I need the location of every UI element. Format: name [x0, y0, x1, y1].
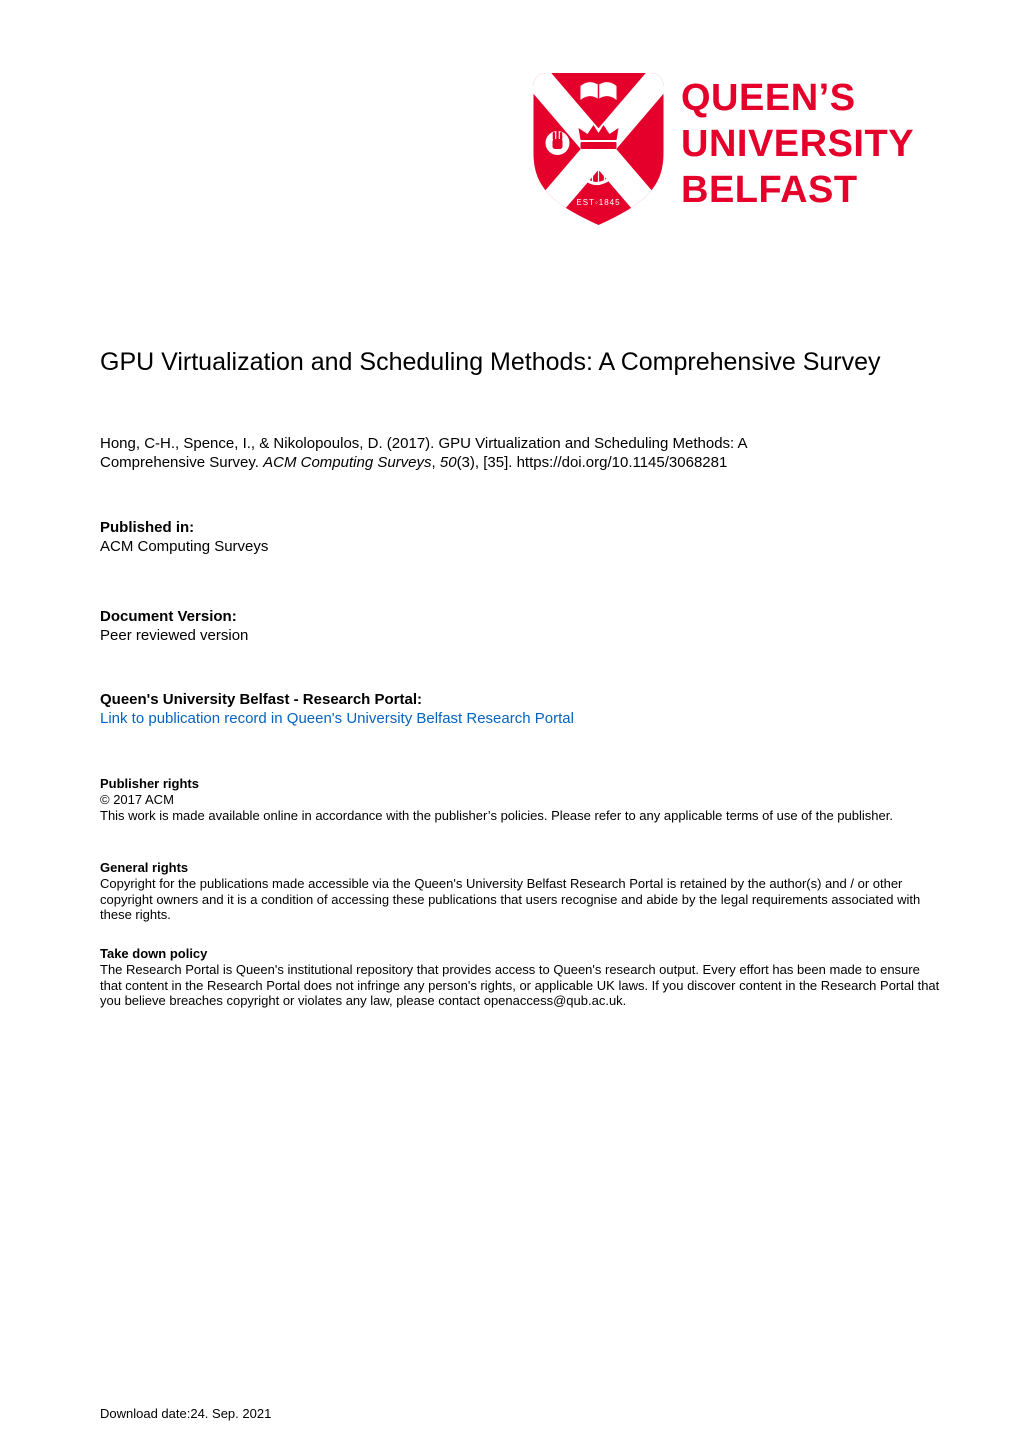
wordmark-line-3: BELFAST [681, 169, 858, 211]
take-down-policy-section [100, 946, 940, 1009]
published-in-value: ACM Computing Surveys [100, 538, 269, 555]
citation-authors: Hong, C-H., Spence, I., & Nikolopoulos, D. (2017). GPU Virtualization and Scheduling Methods: A Comprehensive Survey. [100, 435, 747, 471]
qub-logo [533, 73, 914, 225]
document-version-label: Document Version: [100, 608, 237, 625]
citation-separator: , [431, 454, 440, 471]
general-rights-body: Copyright for the publications made accessible via the Queen's University Belfast Research Portal is retained by the author(s) and / or other copyright owners and it is a condition of accessing these publications that users recognise and abide by the legal requirements associated with these rights. [100, 876, 921, 922]
publisher-rights-copyright: © 2017 ACM [100, 792, 174, 807]
document-version-section [100, 607, 940, 645]
publisher-rights-label: Publisher rights [100, 776, 199, 791]
document-version-value: Peer reviewed version [100, 627, 249, 644]
general-rights-section [100, 860, 940, 923]
publication-record-link[interactable]: Link to publication record in Queen's University Belfast Research Portal [100, 710, 574, 727]
logo-est-text: EST◦1845 [576, 198, 621, 207]
page-title: GPU Virtualization and Scheduling Methods: A Comprehensive Survey [100, 348, 881, 376]
citation-volume: 50 [439, 454, 457, 471]
citation [100, 434, 855, 472]
published-in-section [100, 518, 940, 556]
research-portal-section [100, 690, 940, 729]
research-portal-label: Queen's University Belfast - Research Portal: [100, 691, 423, 708]
take-down-policy-body: The Research Portal is Queen's institutional repository that provides access to Queen's research output. Every effort has been made to ensure that content in the Research Portal does not infringe any person's rights, or applicable UK laws. If you discover content in the Research Portal that you believe breaches copyright or violates any law, please contact openaccess@qub.ac.uk. [100, 962, 940, 1008]
download-date: Download date:24. Sep. 2021 [100, 1406, 272, 1421]
wordmark-line-1: QUEEN’S [681, 77, 856, 119]
citation-journal: ACM Computing Surveys [263, 454, 432, 471]
wordmark-line-2: UNIVERSITY [681, 123, 915, 165]
qub-wordmark [681, 73, 914, 213]
publisher-rights-section [100, 776, 940, 823]
general-rights-label: General rights [100, 860, 189, 875]
take-down-policy-label: Take down policy [100, 946, 208, 961]
published-in-label: Published in: [100, 519, 195, 536]
publisher-rights-body: This work is made available online in accordance with the publisher’s policies. Please refer to any applicable terms of use of the publisher. [100, 807, 893, 823]
qub-shield-icon [533, 73, 664, 225]
citation-issue-doi: (3), [35]. https://doi.org/10.1145/3068281 [456, 454, 728, 471]
